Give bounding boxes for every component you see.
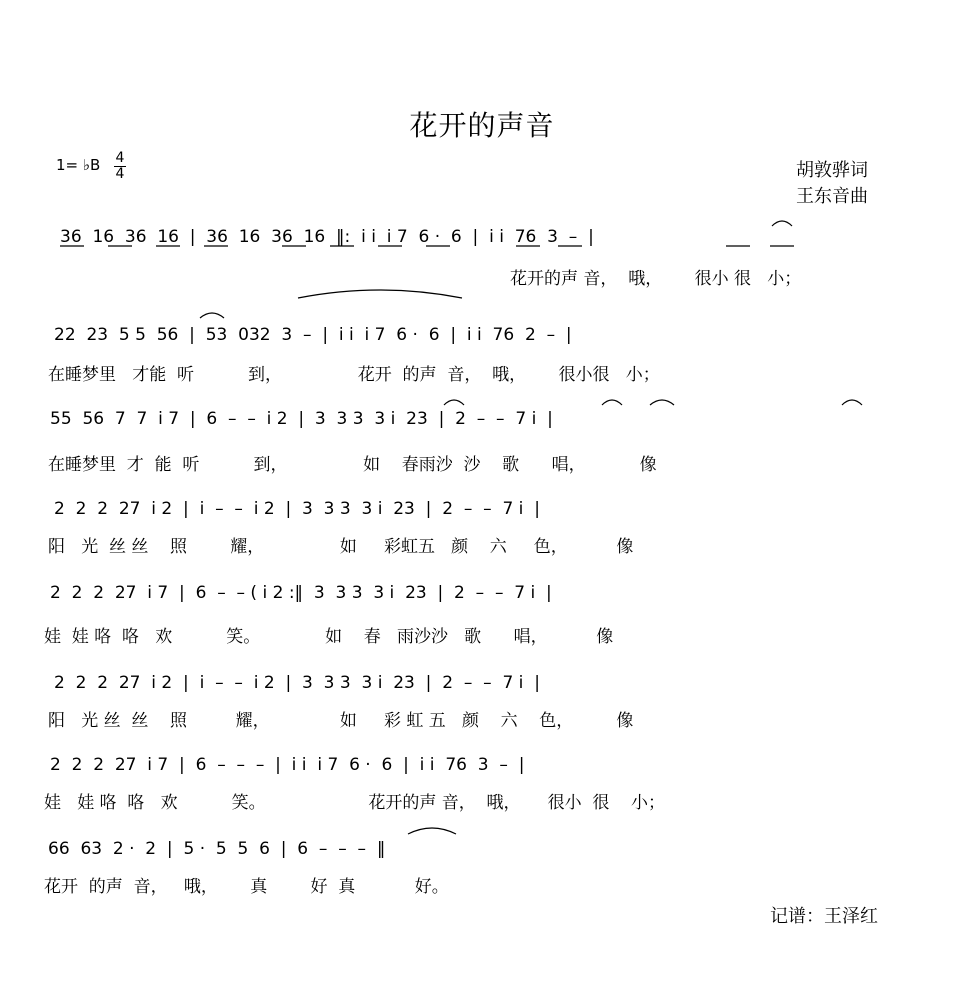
lyrics-line: 阳 光 丝 丝 照 耀， 如 彩虹五 颜 六 色， 像: [48, 537, 634, 557]
score-row: [48, 325, 660, 385]
notes-line: 22 23 5 5 56 | 53 032 3 – | i i i 7 6 · 6 | i i 76 2 – |: [54, 325, 572, 345]
notes-line: 2 2 2 27 i 7 | 6 – – ( i 2 :‖ 3 3 3 3 i 23 | 2 – – 7 i |: [50, 583, 552, 603]
notes-line: 2 2 2 27 i 2 | i – – i 2 | 3 3 3 3 i 23 | 2 – – 7 i |: [54, 499, 540, 519]
lyrics-line: 娃 娃 咯 咯 欢 笑。 如 春 雨沙沙 歌 唱， 像: [44, 627, 614, 647]
notes-line: 2 2 2 27 i 7 | 6 – – – | i i i 7 6 · 6 | i i 76 3 – |: [50, 755, 525, 775]
notes-line: 2 2 2 27 i 2 | i – – i 2 | 3 3 3 3 i 23 | 2 – – 7 i |: [54, 673, 540, 693]
composer-credit: 王东音曲: [796, 186, 868, 207]
meter-top: 4: [115, 150, 125, 166]
lyrics-line: 在睡梦里 才 能 听 到， 如 春雨沙 沙 歌 唱， 像: [48, 455, 657, 475]
score-row: [44, 755, 665, 813]
transcriber-credit: 记谱：王泽红: [770, 906, 878, 927]
meter-bottom: 4: [115, 166, 125, 182]
song-title: 花开的声音: [409, 109, 555, 142]
notation-marks: [60, 221, 862, 834]
score-row: [44, 583, 613, 647]
key-signature: 1= ♭B: [56, 156, 101, 174]
lyricist-credit: 胡敦骅词: [796, 160, 868, 181]
time-signature: [114, 152, 126, 181]
lyrics-line: 花开 的声 音， 哦， 真 好 真 好。: [44, 877, 449, 897]
score-row: [48, 499, 633, 557]
lyrics-line: 在睡梦里 才能 听 到， 花开 的声 音， 哦， 很小很 小；: [48, 365, 660, 385]
notes-line: 66 63 2 · 2 | 5 · 5 5 6 | 6 – – – ‖: [48, 839, 386, 859]
lyrics-line: 花开的声 音， 哦， 很小 很 小；: [510, 269, 802, 289]
notes-line: 55 56 7 7 i 7 | 6 – – i 2 | 3 3 3 3 i 23 | 2 – – 7 i |: [50, 409, 553, 429]
score-row: [60, 227, 801, 289]
lyrics-line: 娃 娃 咯 咯 欢 笑。 花开的声 音， 哦， 很小 很 小；: [44, 793, 665, 813]
score-row: [44, 839, 449, 897]
score-row: [48, 673, 633, 731]
score-row: [48, 409, 657, 475]
notes-line: 36 16 36 16 | 36 16 36 16 ‖: i i i 7 6 · 6 | i i 76 3 – |: [60, 227, 594, 247]
lyrics-line: 阳 光 丝 丝 照 耀， 如 彩 虹 五 颜 六 色， 像: [48, 711, 634, 731]
